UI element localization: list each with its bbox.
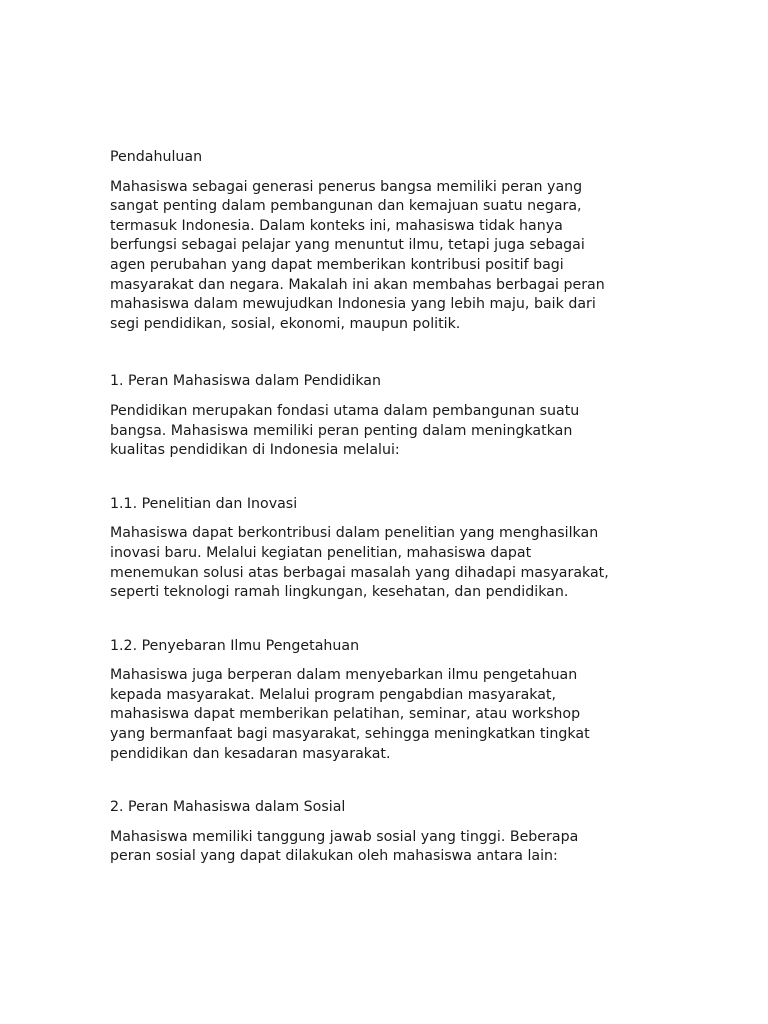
section-1-1-paragraph: [110, 524, 670, 602]
intro-paragraph: [110, 178, 670, 335]
section-1-paragraph: [110, 402, 670, 461]
section-1-1-heading: 1.1. Penelitian dan Inovasi: [110, 495, 298, 512]
section-2-paragraph: [110, 828, 670, 867]
section-1-2-line: pendidikan dan kesadaran masyarakat.: [110, 745, 391, 762]
intro-line: segi pendidikan, sosial, ekonomi, maupun politik.: [110, 315, 461, 332]
spacer: [110, 461, 670, 495]
section-1-line: kualitas pendidikan di Indonesia melalui:: [110, 442, 400, 459]
intro-line: agen perubahan yang dapat memberikan kontribusi positif bagi: [110, 256, 564, 273]
section-1-1-line: inovasi baru. Melalui kegiatan penelitian, mahasiswa dapat: [110, 544, 532, 561]
intro-line: termasuk Indonesia. Dalam konteks ini, mahasiswa tidak hanya: [110, 217, 563, 234]
section-2-heading: 2. Peran Mahasiswa dalam Sosial: [110, 799, 346, 816]
section-1-2-paragraph: [110, 666, 670, 764]
section-1-heading: 1. Peran Mahasiswa dalam Pendidikan: [110, 373, 381, 390]
section-1-2-line: yang bermanfaat bagi masyarakat, sehingga meningkatkan tingkat: [110, 726, 590, 743]
intro-line: masyarakat dan negara. Makalah ini akan membahas berbagai peran: [110, 276, 605, 293]
section-1-1-line: menemukan solusi atas berbagai masalah yang dihadapi masyarakat,: [110, 564, 609, 581]
section-2-line: peran sosial yang dapat dilakukan oleh mahasiswa antara lain:: [110, 848, 558, 865]
intro-heading: Pendahuluan: [110, 149, 203, 165]
intro-line: berfungsi sebagai pelajar yang menuntut ilmu, tetapi juga sebagai: [110, 237, 585, 254]
section-1-2-line: Mahasiswa juga berperan dalam menyebarkan ilmu pengetahuan: [110, 667, 578, 684]
intro-line: Mahasiswa sebagai generasi penerus bangsa memiliki peran yang: [110, 178, 583, 195]
intro-line: mahasiswa dalam mewujudkan Indonesia yang lebih maju, baik dari: [110, 296, 596, 313]
spacer: [110, 603, 670, 637]
document-page: [110, 148, 670, 867]
section-1-1-line: seperti teknologi ramah lingkungan, kesehatan, dan pendidikan.: [110, 584, 569, 601]
section-1-2-heading: 1.2. Penyebaran Ilmu Pengetahuan: [110, 637, 360, 654]
section-1-2-line: kepada masyarakat. Melalui program pengabdian masyarakat,: [110, 686, 557, 703]
section-1-line: bangsa. Mahasiswa memiliki peran penting dalam meningkatkan: [110, 422, 573, 439]
section-1-line: Pendidikan merupakan fondasi utama dalam pembangunan suatu: [110, 402, 580, 419]
section-2-line: Mahasiswa memiliki tanggung jawab sosial yang tinggi. Beberapa: [110, 828, 579, 845]
spacer: [110, 334, 670, 372]
intro-line: sangat penting dalam pembangunan dan kemajuan suatu negara,: [110, 198, 582, 215]
spacer: [110, 764, 670, 798]
section-1-1-line: Mahasiswa dapat berkontribusi dalam penelitian yang menghasilkan: [110, 525, 599, 542]
section-1-2-line: mahasiswa dapat memberikan pelatihan, seminar, atau workshop: [110, 706, 581, 723]
